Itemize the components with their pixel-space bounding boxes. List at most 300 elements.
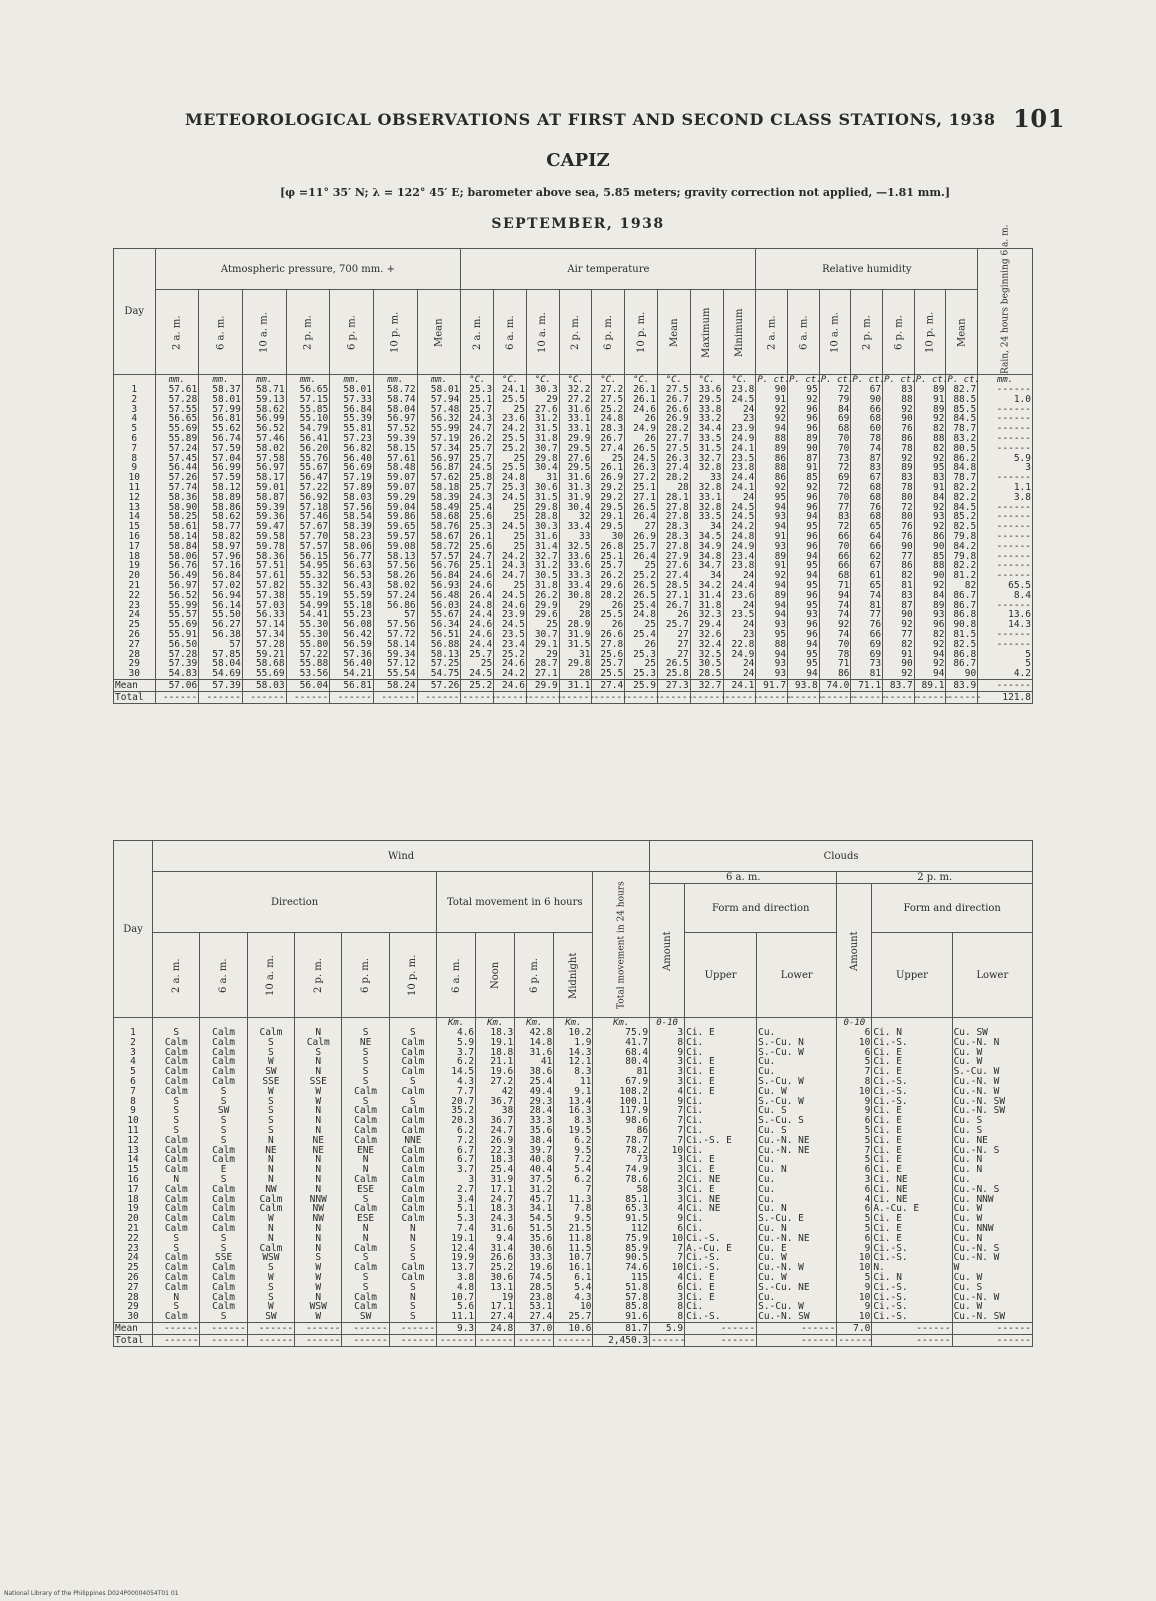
data-cell: 23.4 [723, 552, 756, 562]
data-cell: Ci. E [872, 1224, 952, 1234]
data-cell: 25.2 [592, 405, 625, 415]
data-cell: 3.7 [437, 1048, 476, 1058]
day-cell: 23 [114, 1244, 153, 1254]
data-cell: 59.65 [373, 522, 417, 532]
data-cell: 57.59 [199, 444, 243, 454]
data-cell: 23.5 [723, 610, 756, 620]
data-cell: S [153, 1302, 200, 1312]
data-cell: ------ [978, 522, 1033, 532]
data-cell: N [247, 1155, 294, 1165]
data-cell: W [295, 1087, 342, 1097]
data-cell: 58 [593, 1185, 650, 1195]
data-cell: 92 [914, 640, 946, 650]
data-cell: Ci. E [685, 1293, 757, 1303]
day-cell: 30 [114, 669, 156, 679]
data-cell: 57.56 [330, 503, 374, 513]
data-cell: 29.9 [559, 434, 592, 444]
data-cell: 57.55 [155, 405, 199, 415]
data-cell: 5 [837, 1126, 872, 1136]
data-cell: 83.7 [883, 679, 915, 691]
data-cell: 57.02 [199, 581, 243, 591]
day-cell: 5 [114, 424, 156, 434]
data-cell: 82 [914, 424, 946, 434]
data-cell: 57.56 [373, 561, 417, 571]
data-cell: 34 [690, 522, 723, 532]
data-cell: 53.1 [515, 1302, 554, 1312]
data-cell: 23.8 [723, 463, 756, 473]
data-cell: 4.8 [437, 1283, 476, 1293]
data-cell: Ci. N [872, 1028, 952, 1038]
data-cell: Ci.-S. [685, 1253, 757, 1263]
data-cell: 27.4 [592, 444, 625, 454]
data-cell: 94 [914, 650, 946, 660]
data-cell: S [200, 1116, 247, 1126]
data-cell: 93 [756, 542, 788, 552]
data-cell: 25.7 [461, 483, 494, 493]
data-cell: 54.99 [286, 601, 330, 611]
data-cell: Calm [342, 1204, 389, 1214]
data-cell: SSE [295, 1077, 342, 1087]
data-cell: S [247, 1038, 294, 1048]
data-cell: Calm [153, 1038, 200, 1048]
data-cell: 56.27 [199, 620, 243, 630]
data-cell: 10 [837, 1312, 872, 1322]
data-cell: 30.7 [526, 444, 559, 454]
data-cell: 26.1 [625, 395, 658, 405]
data-cell: N [389, 1224, 436, 1234]
data-cell: 34.2 [690, 581, 723, 591]
data-cell: 93 [756, 620, 788, 630]
data-cell: 27.7 [658, 434, 691, 444]
data-cell: ------ [593, 691, 628, 703]
data-cell: ------ [342, 1334, 389, 1346]
column-header: 2 p. m. [295, 933, 342, 1018]
column-header: 2 a. m. [756, 290, 788, 375]
data-cell: 29.9 [526, 679, 559, 691]
data-cell: 78.2 [593, 1146, 650, 1156]
data-cell: 81 [883, 581, 915, 591]
data-cell: Calm [200, 1204, 247, 1214]
data-cell: 85 [788, 473, 820, 483]
data-cell: Ci.-S. [872, 1087, 952, 1097]
data-cell: 24 [723, 493, 756, 503]
data-cell: N [295, 1224, 342, 1234]
direction-header: Direction [153, 872, 437, 933]
data-cell: 78 [819, 650, 851, 660]
data-cell: 5 [837, 1214, 872, 1224]
data-cell: Calm [153, 1253, 200, 1263]
data-cell: 57.57 [286, 542, 330, 552]
data-cell: NE [295, 1146, 342, 1156]
data-cell: Calm [153, 1214, 200, 1224]
data-cell: 12.4 [437, 1244, 476, 1254]
data-cell: 31.6 [526, 532, 559, 542]
data-cell: 82 [946, 581, 978, 591]
data-cell: 24.1 [723, 444, 756, 454]
data-cell: 25 [494, 512, 527, 522]
day-cell: 11 [114, 1126, 153, 1136]
data-cell: S [247, 1283, 294, 1293]
data-cell: 66 [819, 532, 851, 542]
data-cell: 86.7 [946, 601, 978, 611]
data-cell: 55.59 [330, 591, 374, 601]
data-cell: 35.6 [515, 1234, 554, 1244]
data-cell: 58.62 [199, 512, 243, 522]
day-cell: 27 [114, 1283, 153, 1293]
data-cell: S [200, 1136, 247, 1146]
data-cell: ------ [342, 1322, 389, 1334]
data-cell: 89 [914, 385, 946, 395]
data-cell: S [153, 1106, 200, 1116]
data-cell: 59.36 [242, 512, 286, 522]
data-cell: 87 [851, 454, 883, 464]
data-cell: ------ [978, 679, 1033, 691]
data-cell: S [153, 1116, 200, 1126]
data-cell: 58.03 [330, 493, 374, 503]
data-cell: 56.77 [330, 552, 374, 562]
data-cell: 29.5 [592, 522, 625, 532]
data-cell: 59.07 [373, 483, 417, 493]
data-cell: 24.3 [476, 1214, 515, 1224]
data-cell: 33.1 [690, 493, 723, 503]
data-cell: 72 [819, 385, 851, 395]
data-cell: 74 [851, 444, 883, 454]
data-cell: Calm [153, 1283, 200, 1293]
data-cell: 9 [837, 1283, 872, 1293]
data-cell: Ci. [685, 1126, 757, 1136]
data-cell: ------ [389, 1322, 436, 1334]
data-cell: Ci.-S. [872, 1038, 952, 1048]
data-cell: 56.08 [330, 620, 374, 630]
data-cell: 57.12 [373, 659, 417, 669]
data-cell: ------ [724, 691, 759, 703]
data-cell: 59.58 [242, 532, 286, 542]
data-cell: 27.1 [625, 493, 658, 503]
data-cell: 11.5 [554, 1244, 593, 1254]
unit-cell: 0-10 [650, 1018, 685, 1029]
data-cell: 7.0 [837, 1322, 872, 1334]
data-cell: 31.8 [526, 434, 559, 444]
unit-cell: mm. [978, 375, 1033, 386]
data-cell: NW [295, 1204, 342, 1214]
data-cell: 54.83 [155, 669, 199, 679]
data-cell: 29.1 [592, 512, 625, 522]
data-cell: 24.3 [494, 561, 527, 571]
column-header: Upper [872, 933, 952, 1018]
data-cell: 85.2 [946, 512, 978, 522]
data-cell: 23.4 [494, 640, 527, 650]
data-cell: 67 [851, 561, 883, 571]
data-cell: 26.9 [625, 532, 658, 542]
data-cell: 56.50 [155, 640, 199, 650]
data-cell: 93 [756, 669, 788, 679]
data-cell: Calm [389, 1048, 436, 1058]
data-cell: Ci. E [685, 1077, 757, 1087]
data-cell: 30.4 [526, 463, 559, 473]
data-cell: 29 [526, 650, 559, 660]
data-cell: 65 [851, 581, 883, 591]
column-header: 2 p. m. [559, 290, 592, 375]
data-cell: 10 [837, 1087, 872, 1097]
data-cell: ------ [872, 1322, 952, 1334]
data-cell: 78 [851, 434, 883, 444]
column-header: 10 p. m. [389, 933, 436, 1018]
data-cell: 86 [756, 473, 788, 483]
data-cell: 26 [625, 640, 658, 650]
day-cell: 28 [114, 1293, 153, 1303]
data-cell: 92 [819, 620, 851, 630]
data-cell: 4.6 [437, 1028, 476, 1038]
data-cell: 67 [851, 385, 883, 395]
data-cell: 32.7 [690, 454, 723, 464]
data-cell: S [295, 1253, 342, 1263]
unit-cell: °C. [526, 375, 559, 386]
data-cell: SSE [247, 1077, 294, 1087]
data-cell: 91 [788, 463, 820, 473]
data-cell: 96 [788, 493, 820, 503]
data-cell: 31.2 [515, 1185, 554, 1195]
data-cell: 25 [494, 503, 527, 513]
data-cell: 55.88 [286, 659, 330, 669]
data-cell: 93.8 [788, 679, 820, 691]
data-cell: Ci. [685, 1097, 757, 1107]
data-cell: 57.24 [155, 444, 199, 454]
data-cell: 26.7 [658, 395, 691, 405]
data-cell: Cu. N [757, 1165, 837, 1175]
data-cell: 86 [593, 1126, 650, 1136]
data-cell: 10 [837, 1038, 872, 1048]
data-cell: Ci.-S. [685, 1234, 757, 1244]
data-cell: 8 [650, 1312, 685, 1322]
data-cell: Cu. W [952, 1302, 1032, 1312]
data-cell: S [153, 1234, 200, 1244]
data-cell: Calm [153, 1185, 200, 1195]
data-cell: 24.4 [461, 610, 494, 620]
data-cell: 56.86 [373, 601, 417, 611]
data-cell: Calm [200, 1224, 247, 1234]
data-cell: Ci. NE [685, 1204, 757, 1214]
data-cell: Cu.-N. SW [952, 1097, 1032, 1107]
data-cell: ------ [757, 1334, 837, 1346]
data-cell: 86 [819, 669, 851, 679]
data-cell: 88.5 [946, 395, 978, 405]
data-cell: 5.1 [437, 1204, 476, 1214]
data-cell: 56.94 [199, 591, 243, 601]
data-cell: S [342, 1067, 389, 1077]
data-cell: 30 [592, 532, 625, 542]
day-cell: 13 [114, 1146, 153, 1156]
data-cell: 24.5 [723, 512, 756, 522]
data-cell: 55.57 [155, 610, 199, 620]
data-cell: 25.7 [461, 405, 494, 415]
data-cell: ------ [200, 1322, 247, 1334]
data-cell: SSE [200, 1253, 247, 1263]
data-cell: 54.5 [515, 1214, 554, 1224]
total-row [114, 691, 1033, 703]
data-cell: Calm [153, 1146, 200, 1156]
data-cell: 9.1 [554, 1087, 593, 1097]
data-cell: 89 [883, 463, 915, 473]
data-cell: ------ [155, 691, 199, 703]
data-cell: 29.5 [592, 503, 625, 513]
data-cell: ------ [247, 1322, 294, 1334]
data-cell: 7.2 [437, 1136, 476, 1146]
data-cell: 55.30 [286, 630, 330, 640]
data-cell: 59.86 [373, 512, 417, 522]
data-cell: 5.9 [650, 1322, 685, 1334]
data-cell: NE [247, 1146, 294, 1156]
data-cell: 6 [837, 1185, 872, 1195]
data-cell: 59.13 [242, 395, 286, 405]
data-cell: 25.3 [461, 385, 494, 395]
data-cell: S [247, 1116, 294, 1126]
data-cell: Ci. NE [685, 1175, 757, 1185]
data-cell: S [389, 1283, 436, 1293]
data-cell: S [200, 1087, 247, 1097]
data-cell: 81.5 [946, 630, 978, 640]
day-cell: 21 [114, 581, 156, 591]
data-cell: 71.1 [851, 679, 883, 691]
data-cell: 57.19 [330, 473, 374, 483]
data-cell: 14.3 [978, 620, 1033, 630]
data-cell: 92 [914, 659, 946, 669]
data-cell: 28.7 [526, 659, 559, 669]
data-cell: Ci. E [872, 1048, 952, 1058]
data-cell: 26.1 [625, 385, 658, 395]
data-cell: 94 [756, 522, 788, 532]
unit-cell: 0-10 [837, 1018, 872, 1029]
station-coordinates: [φ =11° 35′ N; λ = 122° 45′ E; barometer above sea, 5.85 meters; gravity correction not applied, —1.81 mm.] [279, 186, 951, 199]
data-cell: 27.9 [658, 552, 691, 562]
data-cell: 69 [819, 414, 851, 424]
data-cell: 57.26 [155, 473, 199, 483]
data-cell: 24.9 [723, 650, 756, 660]
data-cell: ------ [978, 512, 1033, 522]
data-cell: S [342, 1057, 389, 1067]
data-cell: 31.5 [526, 424, 559, 434]
data-cell: 18.3 [476, 1204, 515, 1214]
data-cell: 26.5 [658, 659, 691, 669]
data-cell: 25.7 [461, 650, 494, 660]
data-cell: 89 [756, 444, 788, 454]
data-cell: Ci. E [685, 1057, 757, 1067]
data-cell: S [342, 1253, 389, 1263]
data-cell: Cu. NNW [952, 1195, 1032, 1205]
data-cell: Calm [153, 1165, 200, 1175]
data-cell: 26 [658, 610, 691, 620]
data-cell: 24.8 [494, 473, 527, 483]
data-cell: 6 [650, 1224, 685, 1234]
data-cell: 56.47 [286, 473, 330, 483]
data-cell: 10.2 [554, 1028, 593, 1038]
data-cell: 67.9 [593, 1077, 650, 1087]
data-cell: 34 [690, 571, 723, 581]
data-cell: 66 [819, 552, 851, 562]
data-cell: 7 [650, 1253, 685, 1263]
data-cell: 94 [756, 650, 788, 660]
data-cell: 2 [650, 1175, 685, 1185]
column-header: Lower [952, 933, 1032, 1018]
data-cell: Cu. E [757, 1244, 837, 1254]
clouds-header: Clouds [650, 841, 1033, 872]
data-cell: Ci.-S. [872, 1302, 952, 1312]
data-cell: 59.57 [373, 532, 417, 542]
data-cell: 32.7 [526, 552, 559, 562]
data-cell: 33 [690, 473, 723, 483]
day-cell: 17 [114, 1185, 153, 1195]
data-cell: 31.5 [526, 493, 559, 503]
data-cell: S.-Cu. W [757, 1302, 837, 1312]
footer-credit: National Library of the Philippines D024P00004054T01 01 [4, 1590, 179, 1597]
data-cell: 58.72 [373, 385, 417, 395]
pressure-header: Atmospheric pressure, 700 mm. + [155, 249, 461, 290]
data-cell: S [247, 1126, 294, 1136]
data-cell: ------ [242, 691, 286, 703]
data-cell: 31.1 [559, 679, 592, 691]
data-cell: 25.4 [461, 503, 494, 513]
data-cell: 55.69 [242, 669, 286, 679]
data-cell: 56.44 [155, 463, 199, 473]
unit-cell: mm. [242, 375, 286, 386]
data-cell: ------ [153, 1322, 200, 1334]
data-cell: 26.7 [658, 601, 691, 611]
data-cell: Calm [389, 1155, 436, 1165]
data-cell: 25.4 [515, 1077, 554, 1087]
data-cell: N [247, 1175, 294, 1185]
data-cell: 90 [883, 610, 915, 620]
data-cell: 24.7 [461, 552, 494, 562]
data-cell: 76 [883, 424, 915, 434]
data-cell: 35.6 [515, 1126, 554, 1136]
data-cell: 37.5 [515, 1175, 554, 1185]
data-cell: N [295, 1185, 342, 1195]
data-cell: 25.5 [494, 395, 527, 405]
data-cell: 6 [837, 1028, 872, 1038]
data-cell: 25 [625, 561, 658, 571]
day-cell: 23 [114, 601, 156, 611]
data-cell: 23.6 [494, 414, 527, 424]
data-cell: 33.5 [690, 512, 723, 522]
day-cell: 17 [114, 542, 156, 552]
data-cell: ------ [286, 691, 330, 703]
data-cell: 57 [373, 610, 417, 620]
data-cell: 58.26 [373, 571, 417, 581]
day-cell: 25 [114, 1263, 153, 1273]
data-cell: ------ [978, 532, 1033, 542]
data-cell: 24.6 [494, 659, 527, 669]
data-cell: 95 [756, 630, 788, 640]
data-cell: ------ [978, 640, 1033, 650]
data-cell: 96 [788, 532, 820, 542]
data-cell: Ci. [685, 1214, 757, 1224]
data-cell: ------ [554, 1334, 593, 1346]
data-cell: 23 [723, 630, 756, 640]
data-cell: 57.39 [199, 679, 243, 691]
data-cell: 95 [788, 561, 820, 571]
data-cell: 33.1 [559, 424, 592, 434]
data-cell: 30.6 [515, 1244, 554, 1254]
data-cell: Calm [153, 1048, 200, 1058]
day-cell: 18 [114, 552, 156, 562]
data-cell: Ci. N [872, 1273, 952, 1283]
data-cell: 91 [914, 483, 946, 493]
data-cell: 57.39 [155, 659, 199, 669]
data-cell: 5 [837, 1224, 872, 1234]
data-cell: Calm [200, 1302, 247, 1312]
data-cell: 57.58 [242, 454, 286, 464]
data-cell: S [200, 1312, 247, 1322]
data-cell: 5 [837, 1155, 872, 1165]
